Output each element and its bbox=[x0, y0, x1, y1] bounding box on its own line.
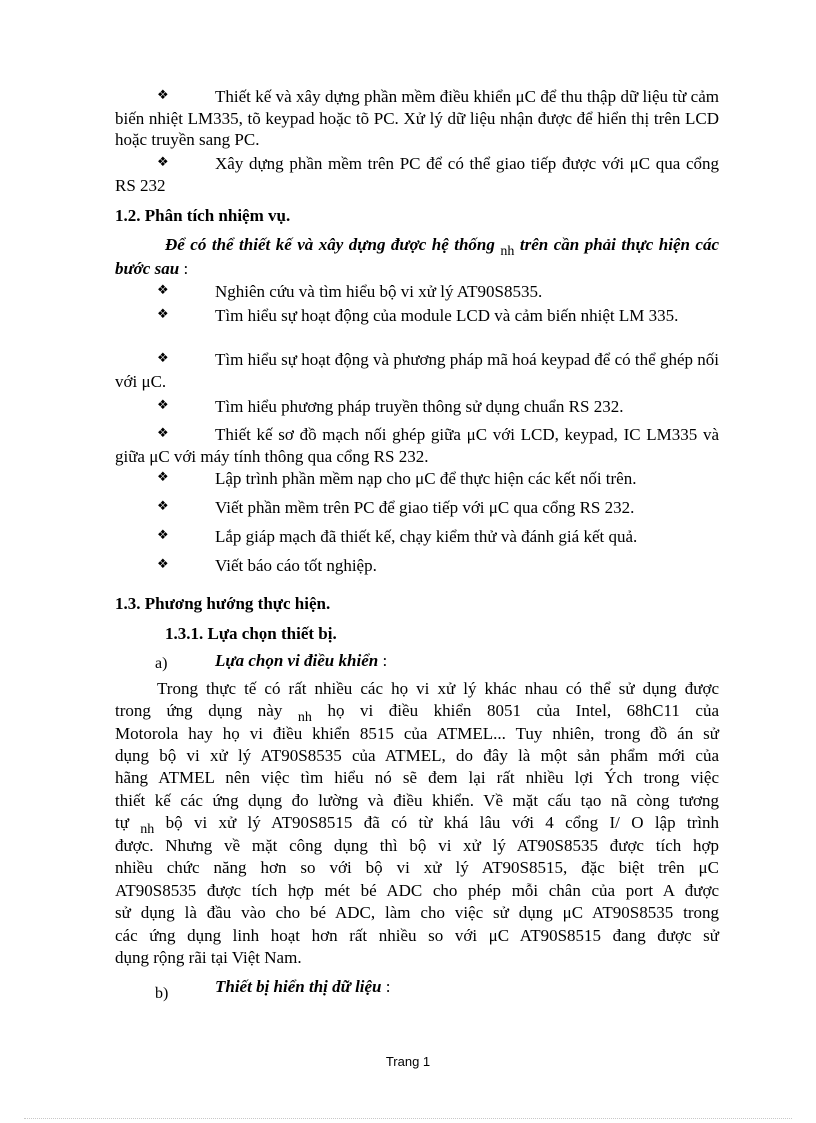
paragraph-line-2 bbox=[115, 700, 719, 724]
item-a-marker: a) bbox=[155, 655, 168, 672]
paragraph-line: Motorola hay họ vi điều khiển 8515 của ATMEL... Tuy nhiên, trong đồ án sử bbox=[115, 724, 719, 743]
small-nh: nh bbox=[297, 710, 312, 725]
paragraph-line: dụng rộng rãi tại Việt Nam. bbox=[115, 948, 302, 967]
subsection-heading-1-3-1: 1.3.1. Lựa chọn thiết bị. bbox=[165, 624, 337, 643]
paragraph-fragment: bộ vi xử lý AT90S8515 đã có từ khá lâu với 4 cổng I/ O lập trình bbox=[165, 813, 720, 832]
page-bottom-border bbox=[24, 1118, 792, 1119]
item-a-heading bbox=[215, 651, 387, 671]
bullet-icon: ❖ bbox=[157, 557, 169, 572]
small-nh: nh bbox=[140, 822, 155, 837]
item-b-tail: : bbox=[381, 977, 391, 996]
intro-text-part1: Để có thể thiết kế và xây dựng được hệ thống bbox=[165, 235, 495, 254]
paragraph-line-8 bbox=[115, 812, 719, 836]
paragraph-line: sử dụng là đầu vào cho bé ADC, làm cho việc sử dụng μC AT90S8535 trong bbox=[115, 903, 719, 922]
task-item: Lắp giáp mạch đã thiết kế, chạy kiểm thử và đánh giá kết quả. bbox=[215, 527, 638, 546]
task-item: Viết phần mềm trên PC để giao tiếp với μC qua cổng RS 232. bbox=[215, 498, 635, 517]
bullet-icon: ❖ bbox=[157, 528, 169, 543]
bullet-icon: ❖ bbox=[157, 398, 169, 413]
bullet-icon: ❖ bbox=[157, 499, 169, 514]
bullet-icon: ❖ bbox=[157, 155, 169, 170]
task-item: Viết báo cáo tốt nghiệp. bbox=[215, 556, 377, 575]
paragraph-line: AT90S8535 được tích hợp mét bé ADC cho phép mỗi chân của port A được bbox=[115, 881, 719, 900]
paragraph-line: được. Nhưng về mặt công dụng thì bộ vi xử lý AT90S8535 được tích hợp bbox=[115, 836, 719, 855]
intro-bullet-2: Xây dựng phần mềm trên PC để có thể giao tiếp được với μC qua cổng RS 232 bbox=[115, 154, 719, 195]
paragraph-line: Trong thực tế có rất nhiều các họ vi xử lý khác nhau có thể sử dụng được bbox=[157, 679, 719, 698]
paragraph-line: các ứng dụng linh hoạt hơn rất nhiều so với μC AT90S8515 đang được sử bbox=[115, 926, 719, 945]
section-heading-1-2: 1.2. Phân tích nhiệm vụ. bbox=[115, 206, 291, 225]
bullet-icon: ❖ bbox=[157, 351, 169, 366]
intro-tail: : bbox=[179, 258, 189, 278]
item-a-title: Lựa chọn vi điều khiển bbox=[215, 651, 379, 670]
item-b-title: Thiết bị hiển thị dữ liệu bbox=[215, 977, 382, 996]
paragraph-fragment: tự bbox=[115, 813, 129, 832]
bullet-icon: ❖ bbox=[157, 426, 169, 441]
bullet-icon: ❖ bbox=[157, 470, 169, 485]
paragraph-line: nhiều chức năng hơn so với bộ vi xử lý AT90S8515, đặc biệt trên μC bbox=[115, 858, 719, 877]
paragraph-fragment: trong ứng dụng này bbox=[115, 701, 283, 720]
page-footer: Trang 1 bbox=[385, 1054, 431, 1069]
bullet-icon: ❖ bbox=[157, 307, 169, 322]
task-item: Lập trình phần mềm nạp cho μC để thực hiện các kết nối trên. bbox=[215, 469, 637, 488]
intro-bullet-1: Thiết kế và xây dựng phần mềm điều khiển μC để thu thập dữ liệu từ cảm biến nhiệt LM335, tõ keypad hoặc tõ PC. Xử lý dữ liệu nhận được để hiển thị trên LCD hoặc truyền sang PC. bbox=[115, 87, 719, 149]
section-1-2-intro bbox=[115, 234, 719, 279]
item-b-heading bbox=[215, 977, 391, 997]
task-item: Thiết kế sơ đồ mạch nối ghép giữa μC với LCD, keypad, IC LM335 và giữa μC với máy tính thông qua cổng RS 232. bbox=[115, 425, 719, 466]
paragraph-line: hãng ATMEL nên việc tìm hiểu nó sẽ đem lại rất nhiều lợi Ých trong việc bbox=[115, 768, 719, 787]
task-item: Tìm hiểu sự hoạt động của module LCD và cảm biến nhiệt LM 335. bbox=[215, 306, 679, 325]
section-heading-1-3: 1.3. Phương hướng thực hiện. bbox=[115, 594, 331, 613]
intro-text-part2: trên cần phải thực hiện các bước sau bbox=[115, 235, 720, 278]
item-a-tail: : bbox=[378, 651, 388, 670]
task-item: Tìm hiểu sự hoạt động và phương pháp mã hoá keypad để có thể ghép nối với μC. bbox=[115, 350, 719, 391]
paragraph-line: dụng bộ vi xử lý AT90S8535 của ATMEL, do đây là một sản phẩm mới của bbox=[115, 746, 719, 765]
bullet-icon: ❖ bbox=[157, 283, 169, 298]
paragraph-fragment: họ vi điều khiển 8051 của Intel, 68hC11 của bbox=[327, 701, 719, 720]
intro-small-nh: nh bbox=[500, 244, 515, 259]
task-item: Tìm hiểu phương pháp truyền thông sử dụng chuẩn RS 232. bbox=[215, 397, 624, 416]
task-item: Nghiên cứu và tìm hiểu bộ vi xử lý AT90S8535. bbox=[215, 282, 543, 301]
item-b-marker: b) bbox=[155, 985, 169, 1002]
paragraph-line: thiết kế các ứng dụng đo lường và điều khiển. Về mặt cấu tạo nã còng tương bbox=[115, 791, 719, 810]
bullet-icon: ❖ bbox=[157, 88, 169, 103]
